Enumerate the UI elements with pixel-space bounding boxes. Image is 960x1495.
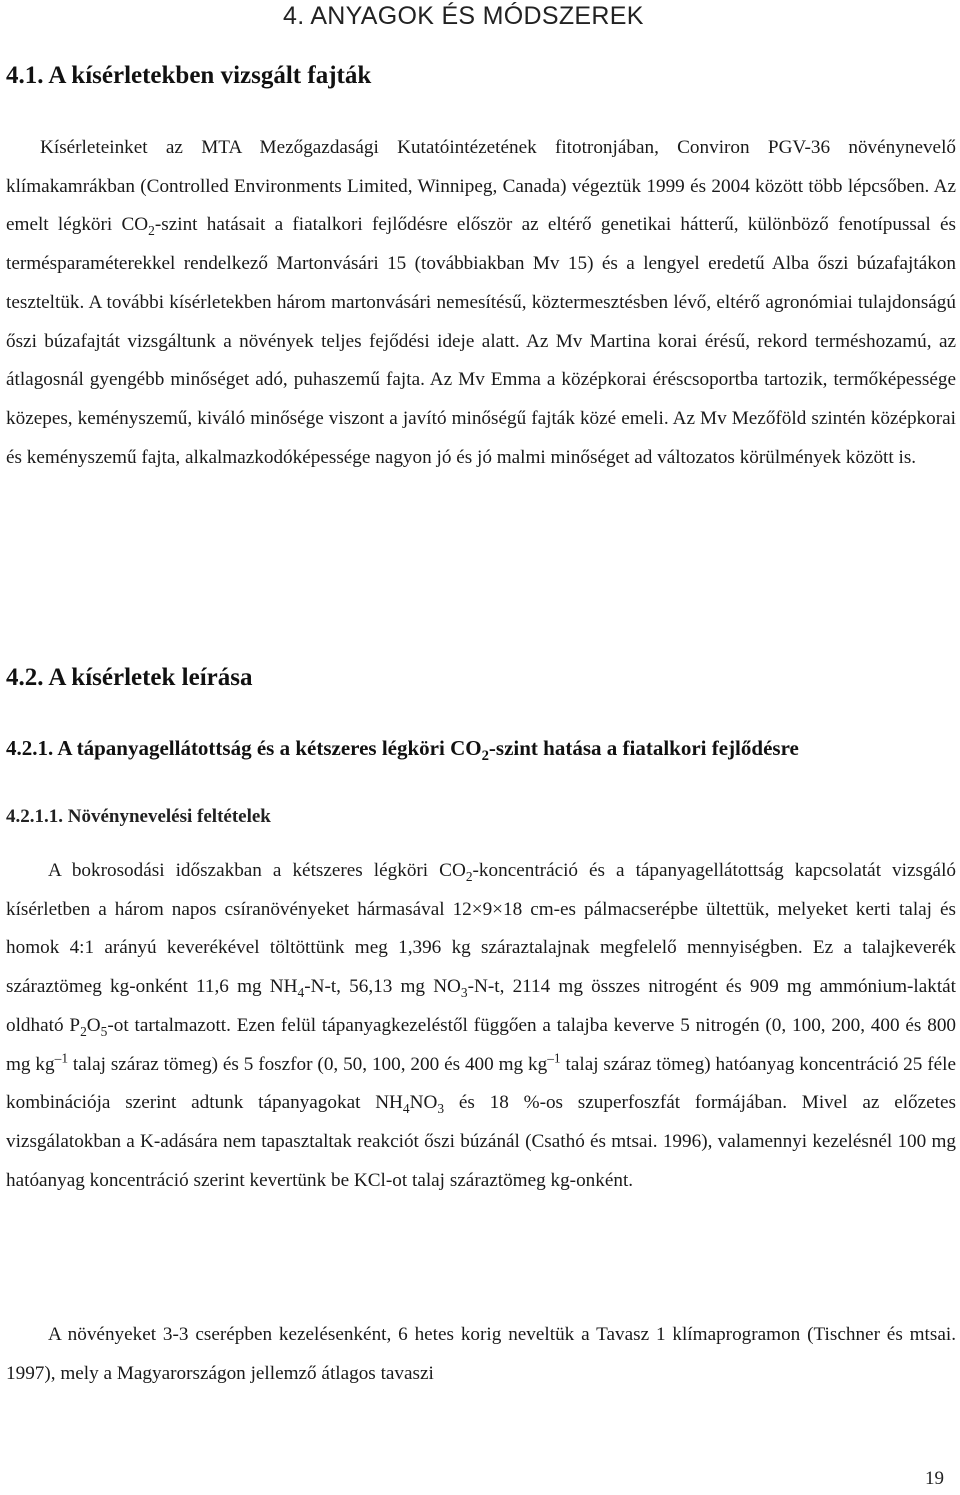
p2-text: és 18 %-os szuperfoszfát formájában. Mivel az előzetes vizsgálatokban a K-adására nem tapasztaltak reakciót őszi búzánál (Csathó és mtsai. 1996), valamennyi kezelésnél 100 mg hatóanyag koncentráció szerint kevertünk be KCl-ot talaj száraztömeg kg-onként. xyxy=(6,1092,956,1191)
subsection-co2-subscript: 2 xyxy=(481,748,489,765)
p2-text: -ot tartalmazott. Ezen felül tápanyagkezeléstől függően a talajba keverve 5 nitrogén (0, 100, 200, 400 és 800 mg kg xyxy=(6,1014,957,1075)
section-title-4-2: 4.2. A kísérletek leírása xyxy=(6,664,253,691)
subsection-text-b: -szint hatása a fiatalkori fejlődésre xyxy=(488,736,799,760)
section-title-4-1: 4.1. A kísérletekben vizsgált fajták xyxy=(6,62,372,89)
p2-sub: 3 xyxy=(437,1101,445,1117)
chapter-title: 4. ANYAGOK ÉS MÓDSZEREK xyxy=(283,2,644,30)
p2-text: talaj száraz tömeg) és 5 foszfor (0, 50, 100, 200 és 400 mg kg xyxy=(68,1053,548,1075)
p2-text: A bokrosodási időszakban a kétszeres légköri CO xyxy=(48,860,466,881)
paragraph-climate-program: A növényeket 3-3 cserépben kezelésenként, 6 hetes korig neveltük a Tavasz 1 klímaprogramon (Tischner és mtsai. 1997), mely a Magyarországon jellemző átlagos tavaszi xyxy=(6,1324,956,1384)
p2-sub: 4 xyxy=(402,1101,410,1117)
page-number: 19 xyxy=(925,1468,944,1489)
p1-text-b: -szint hatásait a fiatalkori fejlődésre először az eltérő genetikai hátterű, különböző fenotípussal és termésparaméterekkel rendelkező Martonvásári 15 (továbbiakban Mv 15) és a lengyel eredetű Alba őszi búzafajtákon teszteltük. A további kísérletekben három martonvásári nemesítésű, köztermesztésben lévő, eltérő agronómiai tulajdonságú őszi búzafajtát vizsgáltunk a növények teljes fejődési ideje alatt. Az Mv Martina korai érésű, rekord terméshozamú, az átlagosnál gyengébb minőséget adó, puhaszemű fajta. Az Mv Emma a középkorai éréscsoportba tartozik, termőképessége közepes, keményszemű, kiváló minősége viszont a javító minőségű fajták közé emeli. Az Mv Mezőföld szintén középkorai és keményszemű fajta, alkalmazkodóképessége nagyon jó és jó malmi minőséget ad változatos körülmények között is. xyxy=(6,214,956,468)
p2-sub: 3 xyxy=(460,984,468,1000)
paragraph-growing-conditions xyxy=(6,852,956,1200)
p2-text: -koncentráció és a tápanyagellátottság kapcsolatát vizsgáló kísérletben a három napos csíranövényeket hármasával 12×9×18 cm-es pálmacserépbe ültettük, melyeket kerti talaj és homok 4:1 arányú keverékével töltöttünk meg 1,396 kg száraztalajnak megfelelő mennyiségben. Ez a talajkeverék száraztömeg kg-onként 11,6 mg NH xyxy=(6,860,956,998)
p2-text: NO xyxy=(409,1092,438,1114)
paragraph-cultivars xyxy=(6,129,956,477)
p2-text: -N-t, 56,13 mg NO xyxy=(304,976,461,998)
p2-sup: –1 xyxy=(547,1050,561,1066)
p2-sub: 2 xyxy=(80,1023,87,1039)
p2-sub: 2 xyxy=(465,868,473,884)
p2-text: talaj száraz tömeg) hatóanyag koncentráció 25 féle kombinációja szerint adtunk tápanyagokat NH xyxy=(6,1053,956,1114)
subsubsection-title-4-2-1-1: 4.2.1.1. Növénynevelési feltételek xyxy=(6,806,271,827)
p2-text: -N-t, 2114 mg összes nitrogént és 909 mg ammónium-laktát oldható P xyxy=(6,976,956,1036)
subsection-title-4-2-1 xyxy=(6,736,799,765)
p2-sub: 5 xyxy=(100,1023,108,1039)
p2-sup: –1 xyxy=(54,1050,69,1066)
p1-text-a: Kísérleteinket az MTA Mezőgazdasági Kutatóintézetének fitotronjában, Conviron PGV-36 növénynevelő klímakamrákban (Controlled Environments Limited, Winnipeg, Canada) végeztük 1999 és 2004 között több lépcsőben. Az emelt légköri CO xyxy=(6,137,956,236)
p1-co2-subscript: 2 xyxy=(148,223,155,239)
subsection-text-a: 4.2.1. A tápanyagellátottság és a kétszeres légköri CO xyxy=(6,736,482,760)
p2-sub: 4 xyxy=(297,984,305,1000)
p2-text: O xyxy=(86,1014,101,1036)
